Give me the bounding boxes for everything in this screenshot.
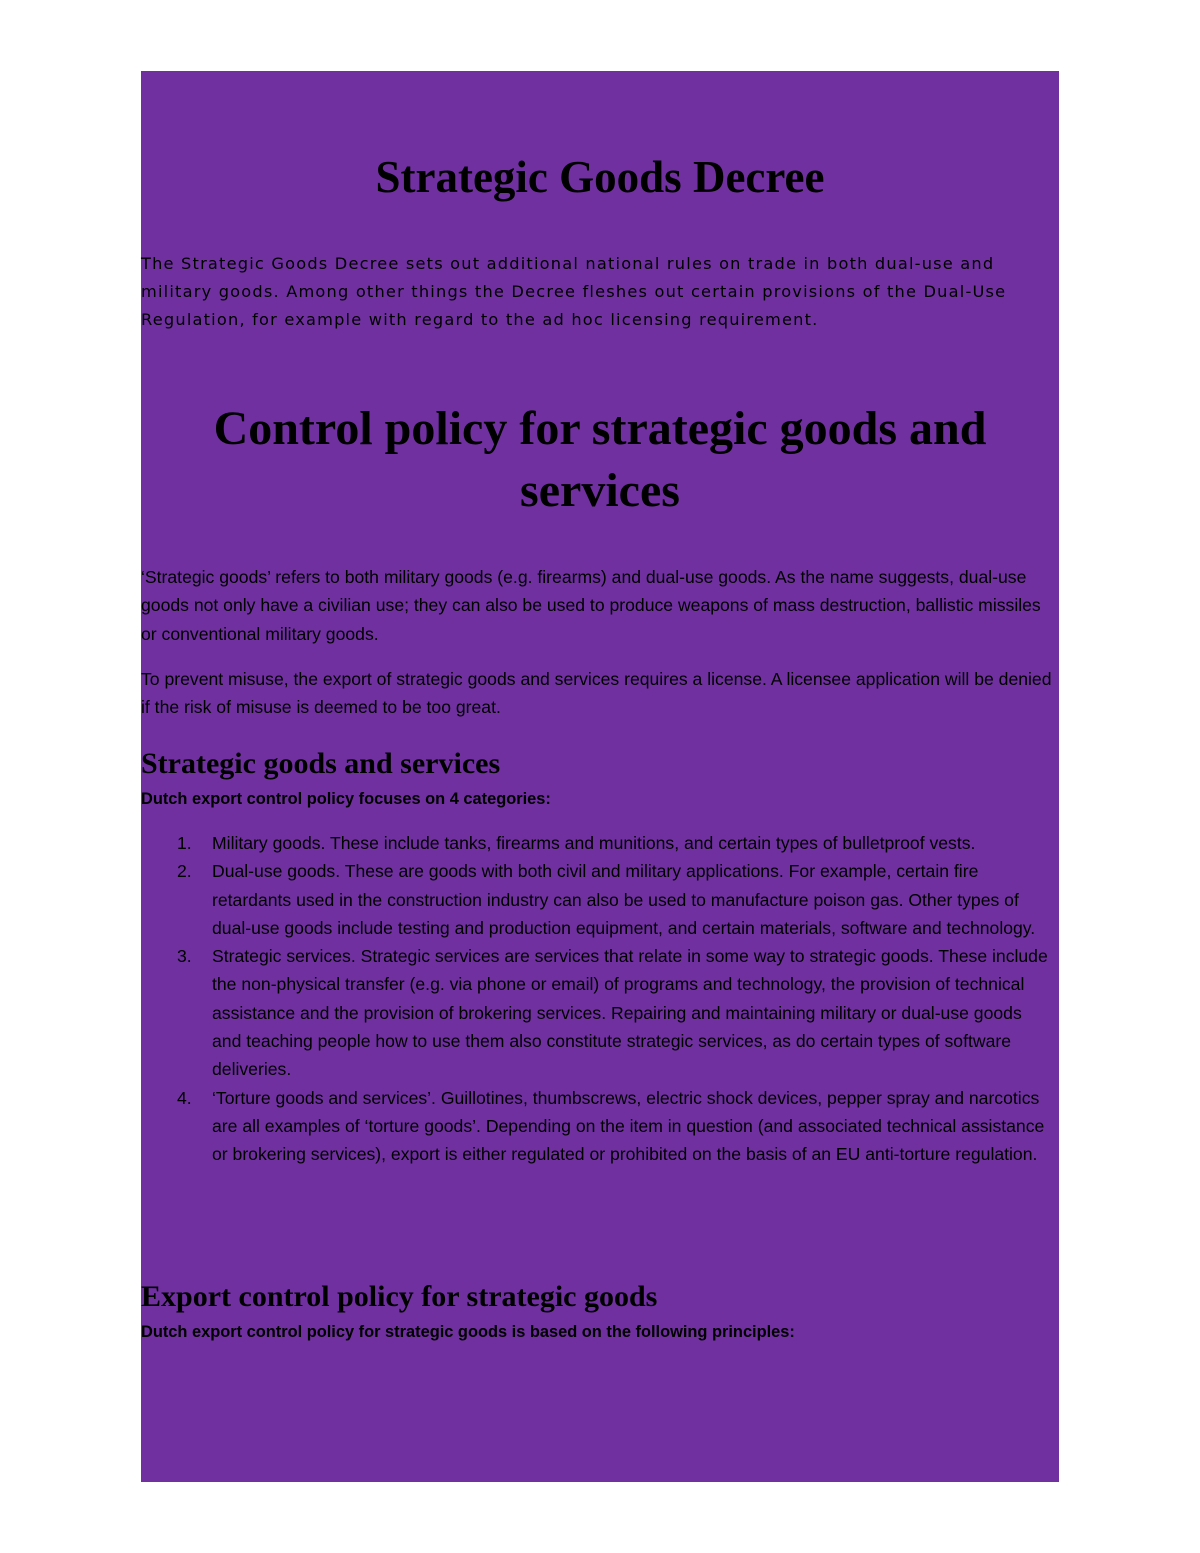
section-heading: Control policy for strategic goods and services: [213, 402, 987, 517]
list-item: [141, 942, 1059, 1083]
category-list: [141, 829, 1059, 1169]
list-item: [141, 1084, 1059, 1169]
subsection-heading-export-control: Export control policy for strategic goods: [141, 1280, 658, 1313]
list-item-number: 3.: [177, 946, 192, 967]
subsection-lead: Dutch export control policy focuses on 4 categories:: [141, 790, 551, 808]
document-title: Strategic Goods Decree: [375, 152, 825, 202]
body-paragraph: ‘Strategic goods’ refers to both military goods (e.g. firearms) and dual-use goods. As the name suggests, dual-use goods not only have a civilian use; they can also be used to produce weapons of mass destruction, ballistic missiles or conventional military goods.: [141, 567, 1041, 644]
list-item-text: Strategic services. Strategic services are services that relate in some way to strategic goods. These include the non-physical transfer (e.g. via phone or email) of programs and technology, the provision of technical assistance and the provision of brokering services. Repairing and maintaining military or dual-use goods and teaching people how to use them also constitute strategic services, as do certain types of software deliveries.: [212, 946, 1048, 1080]
list-item-text: ‘Torture goods and services’. Guillotines, thumbscrews, electric shock devices, pepper spray and narcotics are all examples of ‘torture goods’. Depending on the item in question (and associated technical assistance or brokering services), export is either regulated or prohibited on the basis of an EU anti-torture regulation.: [212, 1087, 1045, 1165]
subsection-lead: Dutch export control policy for strategic goods is based on the following principles:: [141, 1323, 795, 1341]
list-item-number: 4.: [177, 1087, 192, 1108]
list-item-text: Military goods. These include tanks, firearms and munitions, and certain types of bulletproof vests.: [212, 833, 976, 853]
document-page: [141, 71, 1059, 1482]
subsection-heading-strategic-goods: Strategic goods and services: [141, 747, 501, 780]
list-item: [141, 829, 1059, 857]
list-item-number: 1.: [177, 833, 192, 853]
intro-paragraph: The Strategic Goods Decree sets out additional national rules on trade in both dual-use and military goods. Among other things the Decree fleshes out certain provisions of the Dual-Use Regulation, for example with regard to the ad hoc licensing requirement.: [141, 254, 1007, 329]
list-item-number: 2.: [177, 861, 192, 882]
list-item: [141, 857, 1059, 942]
list-item-text: Dual-use goods. These are goods with both civil and military applications. For example, certain fire retardants used in the construction industry can also be used to manufacture poison gas. Other types of dual-use goods include testing and production equipment, and certain materials, software and technology.: [212, 861, 1036, 938]
body-paragraph: To prevent misuse, the export of strategic goods and services requires a license. A licensee application will be denied if the risk of misuse is deemed to be too great.: [141, 669, 1052, 718]
